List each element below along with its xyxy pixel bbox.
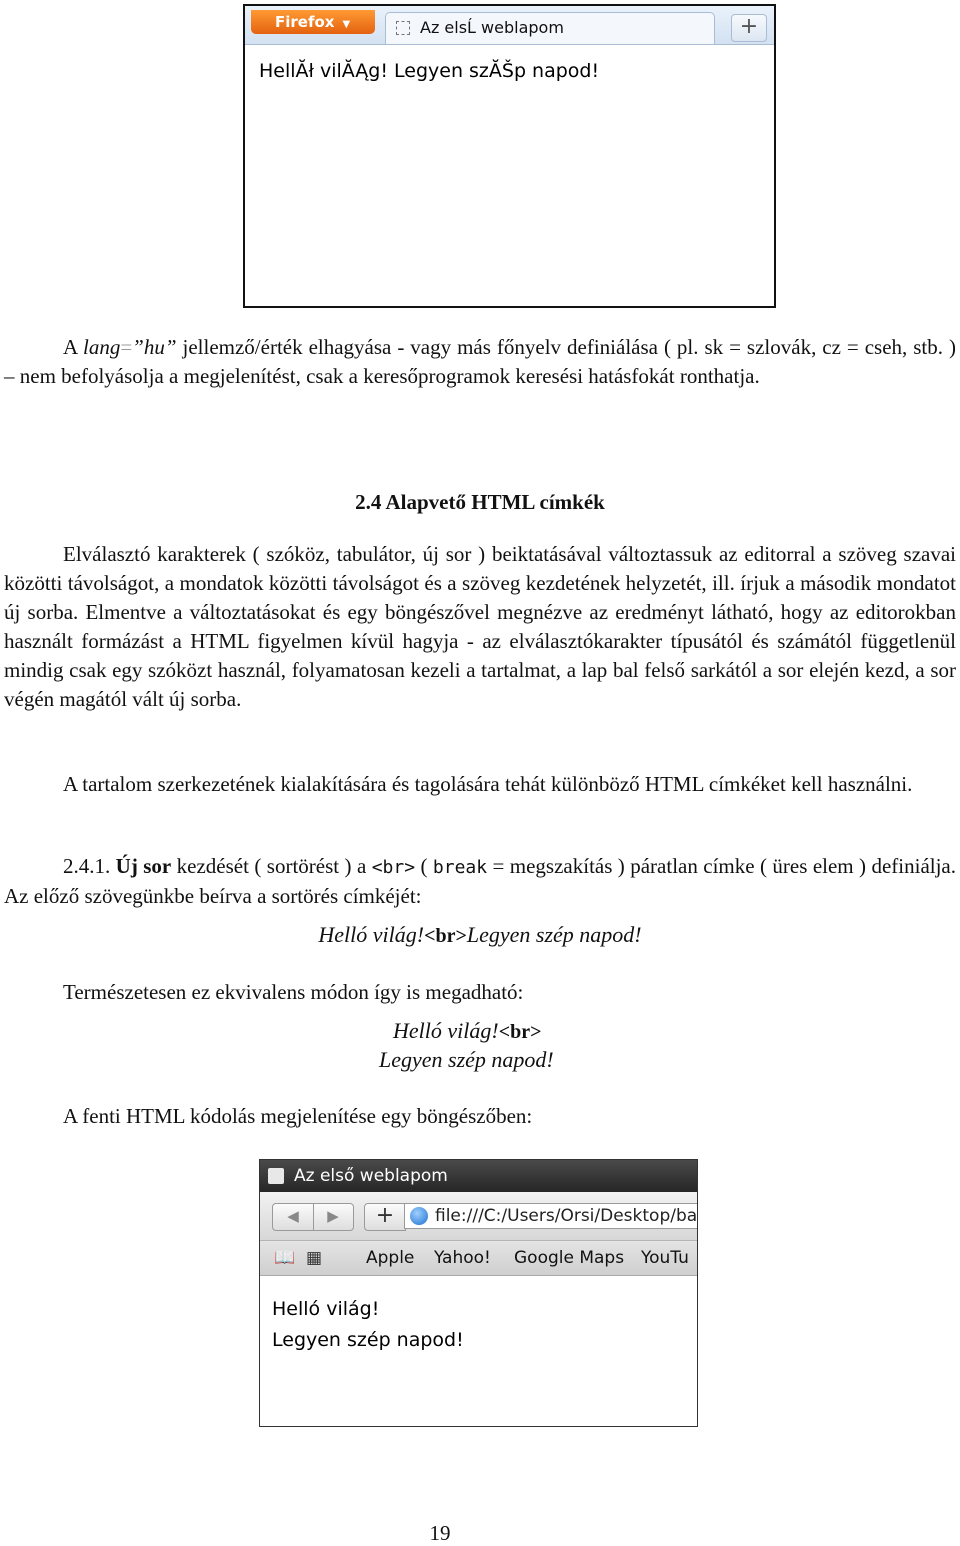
safari-toolbar [260, 1192, 697, 1241]
page-number: 19 [429, 1521, 451, 1545]
firefox-menu-button [251, 10, 375, 34]
lang-attr-name: lang [82, 335, 121, 359]
code-example-one-line [0, 922, 960, 948]
code1-text-a: Helló világ! [318, 922, 425, 947]
bookmark-yahoo: Yahoo! [434, 1248, 491, 1268]
code2-text-line1: Helló világ! [393, 1018, 499, 1043]
lang-equals: = [120, 335, 133, 359]
grid-icon: ▦ [306, 1248, 323, 1268]
paragraph-br-tag [4, 852, 956, 911]
safari-title-bar [260, 1160, 697, 1192]
globe-icon [410, 1207, 428, 1225]
dropdown-arrow-icon: ▼ [342, 19, 351, 30]
safari-screenshot [259, 1159, 698, 1427]
tab-title: Az elsĹ weblapom [420, 18, 564, 37]
rendered-line-2: Legyen szép napod! [272, 1329, 464, 1351]
br-tag-code: <br> [371, 857, 416, 878]
br-para-text-1: kezdését ( sortörést ) a [171, 854, 372, 878]
back-forward-buttons [272, 1203, 354, 1231]
lang-para-a: A [63, 335, 83, 359]
code1-text-b: Legyen szép napod! [466, 922, 642, 947]
rendered-page-text: HellĂł vilĂĄg! Legyen szĂŠp napod! [259, 60, 600, 82]
code-example-line-1 [393, 1018, 542, 1044]
new-line-term: Új sor [115, 854, 172, 878]
address-bar [404, 1203, 698, 1229]
window-title: Az első weblapom [294, 1166, 448, 1186]
code1-br-tag: <br> [424, 925, 467, 947]
bookmark-google-maps: Google Maps [514, 1248, 625, 1268]
paragraph-lang-attribute [4, 333, 956, 391]
code2-br-tag: <br> [498, 1021, 542, 1043]
bookmarks-bar [260, 1241, 697, 1276]
paragraph-equivalent: Természetesen ez ekvivalens módon így is megadható: [63, 980, 524, 1004]
page-icon [396, 21, 410, 35]
rendered-page-content [272, 1294, 464, 1356]
paragraph-content-structure: A tartalom szerkezetének kialakítására és tagolására tehát különböző HTML címkéket kell használni. [63, 772, 913, 796]
address-url: file:///C:/Users/Orsi/Desktop/ba [435, 1206, 698, 1226]
code-example-line-2: Legyen szép napod! [379, 1047, 554, 1072]
page-icon [268, 1168, 284, 1184]
break-code: break [432, 857, 488, 878]
lang-para-rest: jellemző/érték elhagyása - vagy más főnyelv definiálása ( pl. sk = szlovák, cz = cseh, stb. ) – nem befolyásolja a megjelenítést, csak a keresőprogramok keresési hatásfokát ronthatja. [4, 335, 956, 388]
bookmark-youtube: YouTu [641, 1248, 689, 1268]
br-para-text-3: = megszakítás ) páratlan címke ( üres elem ) definiálja. Az előző szövegünkbe beírva a sortörés címkéjét: [4, 854, 957, 908]
bookmark-apple: Apple [366, 1248, 415, 1268]
browser-tab [385, 12, 715, 44]
firefox-tab-bar [245, 6, 774, 45]
section-heading: 2.4 Alapvető HTML címkék [355, 490, 605, 514]
forward-arrow-icon: ▶ [327, 1207, 339, 1225]
subsection-number: 2.4.1. [63, 854, 116, 878]
new-tab-button: + [731, 14, 767, 42]
lang-attr-value: ”hu” [132, 335, 177, 359]
paragraph-display: A fenti HTML kódolás megjelenítése egy böngészőben: [63, 1104, 533, 1128]
paragraph-separators: Elválasztó karakterek ( szóköz, tabulátor, új sor ) beiktatásával változtassuk az editorral a szöveg szavai közötti távolságot, a mondatok közötti távolságot és a szöveg kezdetének helyzetét, ill. írjuk a második mondatot új sorba. Elmentve a változtatásokat és egy böngészővel megnézve az eredményt látható, hogy az editorokban használt formázást a HTML figyelmen kívül hagyja - az elválasztókarakter típusától és számától függetlenül mindig csak egy szóközt használ, folyamatosan kezeli a tartalmat, a lap bal felső sarkától a sor elején kezd, a sor végén magától vált új sorba. [4, 542, 956, 711]
add-bookmark-button: + [364, 1203, 406, 1231]
rendered-line-1: Helló világ! [272, 1298, 380, 1320]
back-arrow-icon: ◀ [287, 1207, 299, 1225]
firefox-button-label: Firefox [275, 13, 335, 31]
firefox-screenshot [243, 4, 776, 308]
open-book-icon: 📖 [274, 1248, 296, 1268]
br-para-text-2: ( [415, 854, 433, 878]
